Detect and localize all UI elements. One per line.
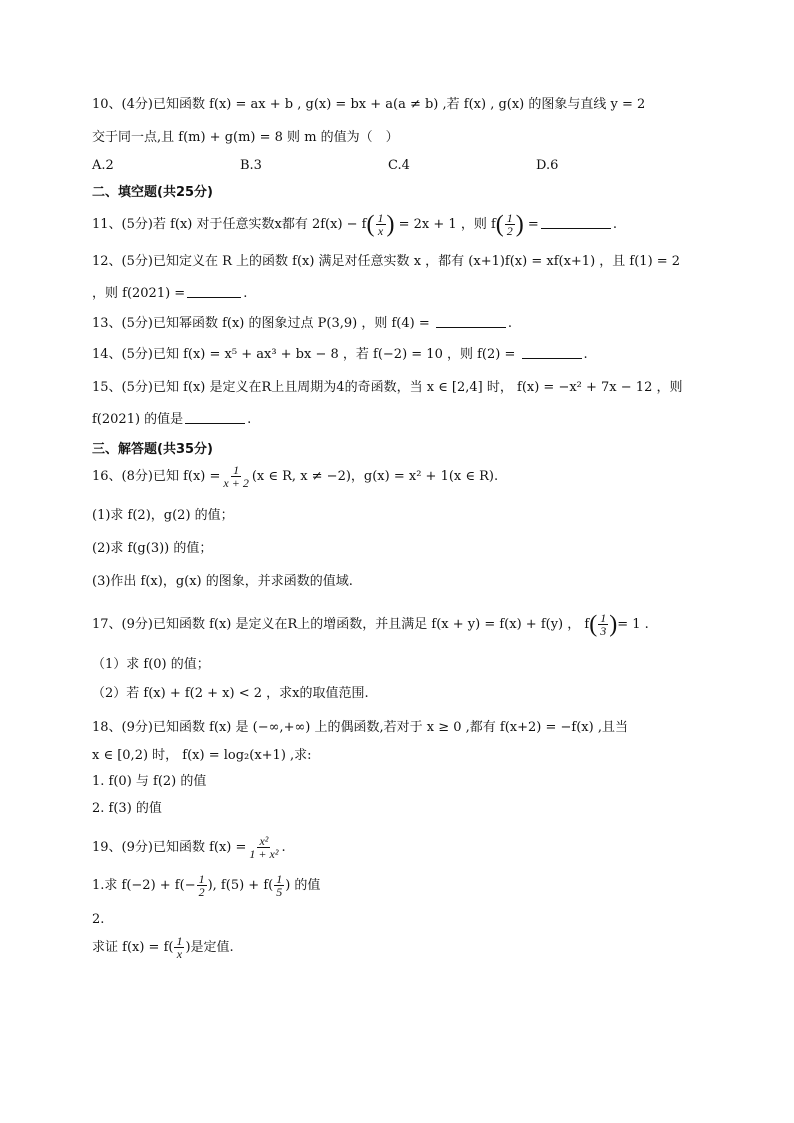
q19-frac-1-over-x: $\frac{1}{x}$ (176, 934, 183, 961)
q10-options (92, 156, 684, 176)
q12-answer-blank[interactable] (187, 285, 241, 298)
q11: 11、(5分)若 f(x) 对于任意实数x都有 2f(x) − f( $\frac{1}{x}$ ) = 2x + 1 ，则 f( $\frac{1}{2}$ ) = . (92, 211, 617, 238)
option-a: A.2 (92, 158, 114, 173)
q19-frac-half: $\frac{1}{2}$ (198, 872, 205, 899)
q16-frac: $\frac{1}{x + 2}$ (223, 463, 249, 490)
section-answer-questions: 三、解答题(共35分) (92, 442, 213, 457)
q19: 19、(9分)已知函数 f(x) = $\frac{\text{x²}}{\text{1 + x²}}$ . (92, 834, 286, 861)
q17-part2: （2）若 f(x) + f(2 + x) < 2 ，求x的取值范围. (92, 686, 369, 701)
q15-line2: f(2021) 的值是 . (92, 412, 252, 427)
q12-line1: 12、(5分)已知定义在 R 上的函数 f(x) 满足对任意实数 x ，都有 (x+1)f(x) = xf(x+1) ，且 f(1) = 2 (92, 254, 681, 269)
q16: 16、(8分)已知 f(x) = $\frac{1}{x + 2}$ (x ∈ R, x ≠ −2)，g(x) = x² + 1(x ∈ R). (92, 463, 499, 490)
q19-part1: 1.求 f(−2) + f(− $\frac{1}{2}$ ), f(5) + f( $\frac{1}{5}$ ) 的值 (92, 872, 321, 899)
q17-frac: $\frac{1}{3}$ (600, 611, 607, 638)
q15-line1: 15、(5分)已知 f(x) 是定义在R上且周期为4的奇函数，当 x ∈ [2,4] 时， f(x) = −x² + 7x − 12 ，则 (92, 380, 683, 395)
q13-answer-blank[interactable] (436, 315, 506, 328)
q13: 13、(5分)已知幂函数 f(x) 的图象过点 P(3,9) ，则 f(4) = . (92, 316, 513, 331)
section-fill-blank: 二、填空题(共25分) (92, 185, 213, 200)
q18-part1: 1. f(0) 与 f(2) 的值 (92, 774, 207, 789)
q19-frac: $\frac{\text{x²}}{\text{1 + x²}}$ (249, 834, 279, 861)
q16-part3: (3)作出 f(x)，g(x) 的图象，并求函数的值域. (92, 574, 353, 589)
q17-part1: （1）求 f(0) 的值； (92, 657, 210, 672)
q16-part2: (2)求 f(g(3)) 的值； (92, 541, 213, 556)
option-b: B.3 (240, 158, 262, 173)
q12-line2: ，则 f(2021) = . (92, 286, 248, 301)
q14-answer-blank[interactable] (522, 346, 582, 359)
q18-part2: 2. f(3) 的值 (92, 801, 162, 816)
q17: 17、(9分)已知函数 f(x) 是定义在R上的增函数，并且满足 f(x + y) = f(x) + f(y) ， f( $\frac{1}{3}$ )= 1 . (92, 611, 649, 638)
q10-line2: 交于同一点,且 f(m) + g(m) = 8 则 m 的值为（ ） (92, 130, 399, 145)
q11-frac-1-over-2: $\frac{1}{2}$ (506, 211, 513, 238)
q11-answer-blank[interactable] (541, 216, 611, 229)
q19-part2: 求证 f(x) = f( $\frac{1}{x}$ )是定值. (92, 934, 234, 961)
q19-part2-number: 2. (92, 912, 105, 927)
q14: 14、(5分)已知 f(x) = x⁵ + ax³ + bx − 8 ，若 f(−2) = 10 ，则 f(2) = . (92, 347, 588, 362)
option-d: D.6 (536, 158, 559, 173)
q10-line1: 10、(4分)已知函数 f(x) = ax + b , g(x) = bx + a(a ≠ b) ,若 f(x) , g(x) 的图象与直线 y = 2 (92, 97, 646, 112)
q18-line1: 18、(9分)已知函数 f(x) 是 (−∞,+∞) 上的偶函数,若对于 x ≥ 0 ,都有 f(x+2) = −f(x) ,且当 (92, 720, 628, 735)
option-c: C.4 (388, 158, 410, 173)
q11-frac-1-over-x: $\frac{1}{x}$ (377, 211, 384, 238)
q15-answer-blank[interactable] (185, 411, 245, 424)
q16-part1: (1)求 f(2)，g(2) 的值； (92, 508, 234, 523)
q18-line2: x ∈ [0,2) 时， f(x) = log₂(x+1) ,求: (92, 748, 312, 763)
q19-frac-fifth: $\frac{1}{5}$ (276, 872, 283, 899)
